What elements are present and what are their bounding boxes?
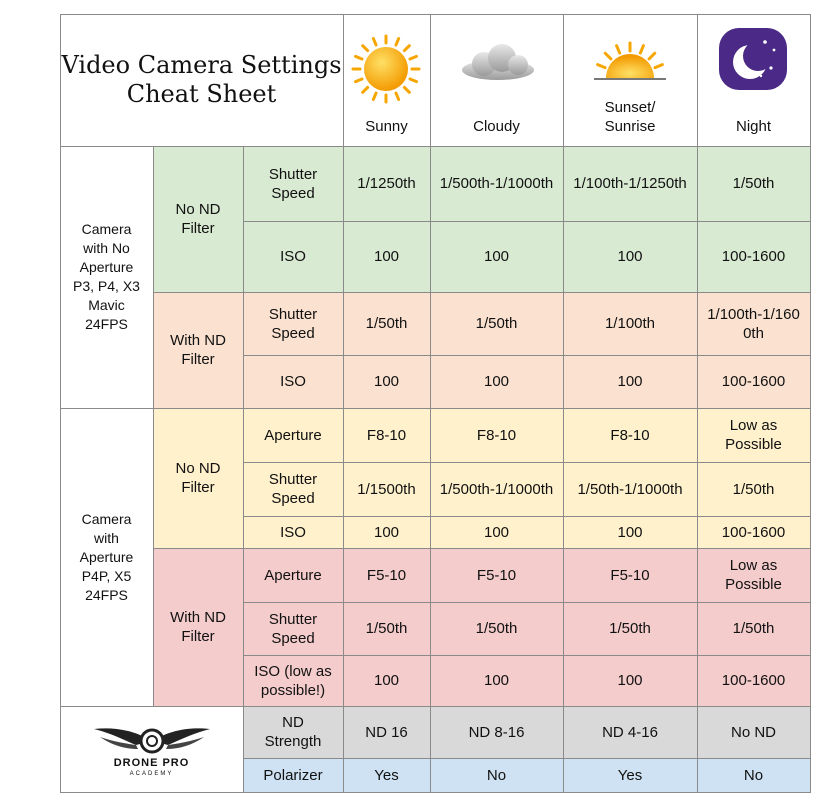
filter-label: No ND Filter — [153, 146, 243, 292]
column-header: Cloudy — [430, 14, 563, 146]
column-header: Sunny — [343, 14, 430, 146]
value-cell: 1/50th — [697, 602, 810, 655]
value-cell: 100 — [563, 516, 697, 548]
value-cell: 1/50th — [343, 292, 430, 355]
value-cell: F5-10 — [563, 548, 697, 602]
grid-line — [243, 655, 810, 656]
value-cell: 100 — [343, 655, 430, 706]
setting-label: ISO — [243, 516, 343, 548]
grid-line — [60, 14, 811, 15]
grid-line — [153, 146, 154, 706]
value-cell: 1/500th-1/1000th — [430, 462, 563, 516]
value-cell: 100 — [343, 355, 430, 408]
grid-line — [563, 146, 564, 792]
filter-label: With ND Filter — [153, 548, 243, 706]
grid-line — [243, 602, 810, 603]
value-cell: 1/1250th — [343, 146, 430, 221]
grid-line — [60, 14, 61, 792]
drone-pro-wings-logo — [92, 721, 212, 757]
value-cell: 1/50th — [430, 602, 563, 655]
setting-label: ISO (low as possible!) — [243, 655, 343, 706]
value-cell: 100 — [430, 355, 563, 408]
column-header: Night — [697, 14, 810, 146]
grid-line — [153, 292, 810, 293]
setting-label: Shutter Speed — [243, 292, 343, 355]
setting-label: Shutter Speed — [243, 146, 343, 221]
camera-group-label: Camera with Aperture P4P, X5 24FPS — [60, 408, 153, 706]
value-cell: No ND — [697, 706, 810, 758]
value-cell: 1/50th — [430, 292, 563, 355]
value-cell: F5-10 — [430, 548, 563, 602]
value-cell: F8-10 — [563, 408, 697, 462]
value-cell: F8-10 — [343, 408, 430, 462]
value-cell: ND 4-16 — [563, 706, 697, 758]
grid-line — [153, 548, 810, 549]
value-cell: 1/100th — [563, 292, 697, 355]
value-cell: 1/100th-1/1250th — [563, 146, 697, 221]
value-cell: 100 — [563, 655, 697, 706]
value-cell: 1/50th — [563, 602, 697, 655]
value-cell: F8-10 — [430, 408, 563, 462]
grid-line — [243, 758, 810, 759]
value-cell: Low as Possible — [697, 408, 810, 462]
value-cell: 1/1500th — [343, 462, 430, 516]
value-cell: 1/500th-1/1000th — [430, 146, 563, 221]
setting-label: Shutter Speed — [243, 602, 343, 655]
value-cell: Yes — [343, 758, 430, 792]
value-cell: 100-1600 — [697, 516, 810, 548]
grid-line — [243, 462, 810, 463]
value-cell: 100-1600 — [697, 355, 810, 408]
value-cell: 1/50th — [697, 146, 810, 221]
grid-line — [810, 14, 811, 792]
value-cell: 100-1600 — [697, 221, 810, 292]
value-cell: 100 — [343, 221, 430, 292]
value-cell: ND 16 — [343, 706, 430, 758]
camera-group-label: Camera with No Aperture P3, P4, X3 Mavic 24FPS — [60, 146, 153, 408]
value-cell: 1/50th — [343, 602, 430, 655]
grid-line — [243, 146, 244, 792]
value-cell: 100 — [430, 221, 563, 292]
setting-label: Polarizer — [243, 758, 343, 792]
value-cell: 1/50th-1/1000th — [563, 462, 697, 516]
value-cell: 100 — [430, 655, 563, 706]
value-cell: 1/100th-1/160 0th — [697, 292, 810, 355]
value-cell: 100 — [563, 355, 697, 408]
grid-line — [430, 146, 431, 792]
value-cell: Yes — [563, 758, 697, 792]
grid-line — [243, 221, 810, 222]
grid-line — [343, 146, 344, 792]
value-cell: Low as Possible — [697, 548, 810, 602]
cloud-icon — [456, 40, 540, 84]
value-cell: No — [430, 758, 563, 792]
filter-label: No ND Filter — [153, 408, 243, 548]
sunset-icon — [590, 36, 670, 82]
column-header: Sunset/ Sunrise — [563, 14, 697, 146]
value-cell: 100 — [430, 516, 563, 548]
value-cell: F5-10 — [343, 548, 430, 602]
setting-label: ISO — [243, 355, 343, 408]
value-cell: 100-1600 — [697, 655, 810, 706]
grid-line — [60, 792, 811, 793]
value-cell: ND 8-16 — [430, 706, 563, 758]
value-cell: 1/50th — [697, 462, 810, 516]
sheet-title: Video Camera Settings Cheat Sheet — [60, 14, 343, 146]
setting-label: ND Strength — [243, 706, 343, 758]
grid-line — [430, 14, 431, 146]
grid-line — [697, 14, 698, 146]
value-cell: No — [697, 758, 810, 792]
setting-label: Aperture — [243, 408, 343, 462]
grid-line — [243, 355, 810, 356]
setting-label: Shutter Speed — [243, 462, 343, 516]
setting-label: Aperture — [243, 548, 343, 602]
value-cell: 100 — [343, 516, 430, 548]
grid-line — [243, 516, 810, 517]
value-cell: 100 — [563, 221, 697, 292]
logo-cell — [60, 706, 243, 792]
logo-name: DRONE PRO — [113, 756, 190, 769]
logo-subtitle: ACADEMY — [129, 770, 174, 777]
grid-line — [697, 146, 698, 792]
setting-label: ISO — [243, 221, 343, 292]
filter-label: With ND Filter — [153, 292, 243, 408]
moon-night-icon — [719, 28, 787, 90]
grid-line — [343, 14, 344, 146]
grid-line — [563, 14, 564, 146]
sun-icon — [351, 34, 421, 104]
